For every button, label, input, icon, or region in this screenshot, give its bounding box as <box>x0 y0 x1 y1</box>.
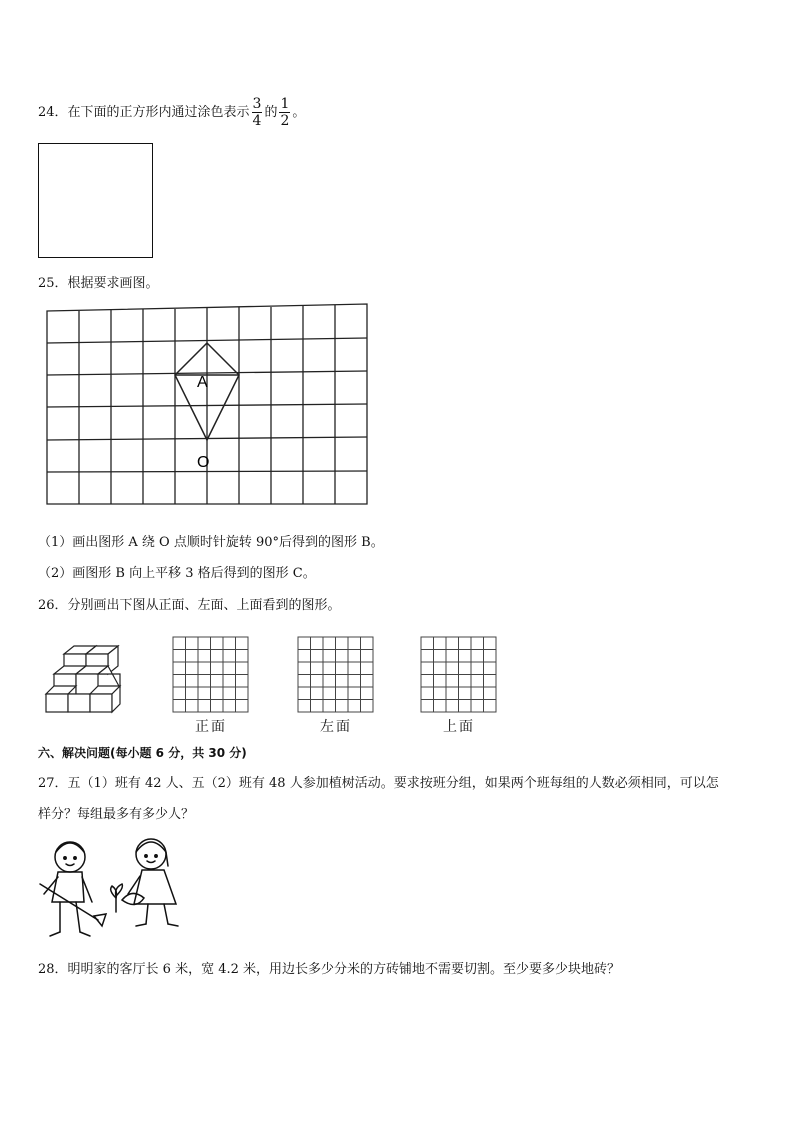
q27-line1: 27．五（1）班有 42 人、五（2）班有 48 人参加植树活动。要求按班分组，如果两个班每组的人数必须相同，可以怎 <box>38 776 719 791</box>
q28-text: 28．明明家的客厅长 6 米，宽 4.2 米，用边长多少分米的方砖铺地不需要切割。至少要多少块地砖？ <box>38 962 621 977</box>
q24-prefix: 24．在下面的正方形内通过涂色表示 <box>38 105 250 120</box>
grid-left-view[interactable] <box>298 637 374 713</box>
q25-title: 25．根据要求画图。 <box>38 276 159 291</box>
fraction-numerator: 3 <box>252 96 262 112</box>
fraction-denominator: 2 <box>280 113 290 129</box>
section-6-title: 六、解决问题(每小题 6 分，共 30 分) <box>38 746 247 760</box>
q24-text <box>38 96 305 129</box>
q26-title: 26．分别画出下图从正面、左面、上面看到的图形。 <box>38 598 341 613</box>
cube-stack-figure <box>44 644 124 714</box>
fraction-numerator: 1 <box>280 96 290 112</box>
label-a: A <box>197 374 208 391</box>
q24-suffix: 。 <box>292 105 306 120</box>
grid-lines <box>47 304 367 504</box>
q24-middle: 的 <box>264 105 278 120</box>
q25-grid-figure[interactable] <box>46 303 376 508</box>
caption-top: 上面 <box>443 719 475 735</box>
grid-top-view[interactable] <box>421 637 497 713</box>
q25-sub2: （2）画图形 B 向上平移 3 格后得到的图形 C。 <box>38 566 316 581</box>
fraction-one-half <box>279 96 290 129</box>
caption-front: 正面 <box>195 719 227 735</box>
fraction-three-quarters <box>252 96 263 129</box>
caption-left: 左面 <box>320 719 352 735</box>
q27-line2: 样分？每组最多有多少人？ <box>38 807 195 822</box>
label-o: O <box>197 454 210 471</box>
q25-sub1: （1）画出图形 A 绕 O 点顺时针旋转 90°后得到的图形 B。 <box>38 535 384 550</box>
children-planting-illustration <box>36 832 186 942</box>
grid-front-view[interactable] <box>173 637 249 713</box>
fraction-denominator: 4 <box>252 113 262 129</box>
answer-square[interactable] <box>38 143 153 258</box>
